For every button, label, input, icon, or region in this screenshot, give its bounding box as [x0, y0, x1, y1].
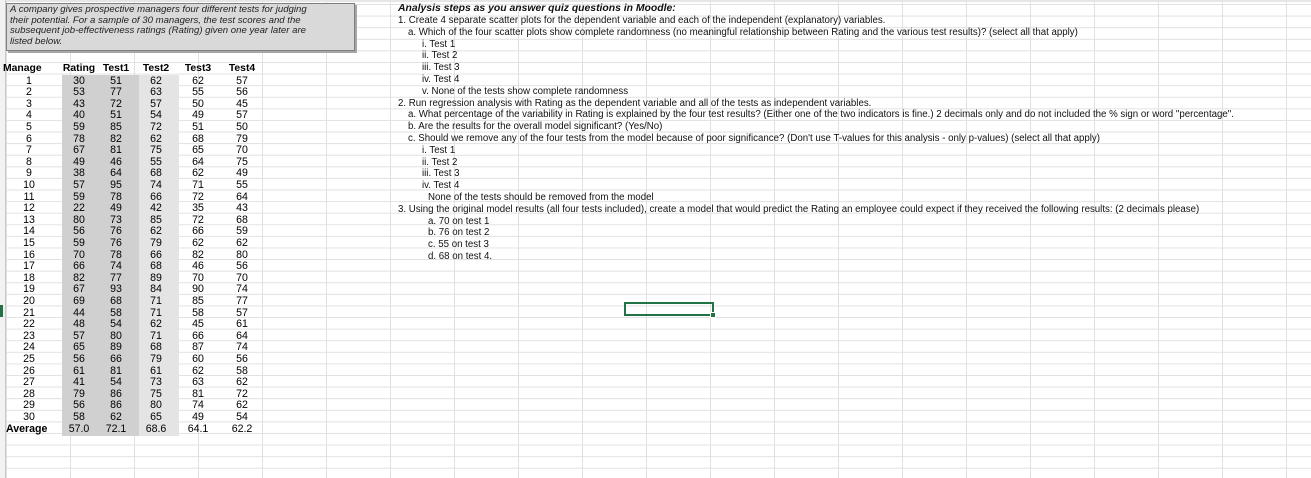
table-cell[interactable]: 72 — [236, 387, 248, 400]
table-cell[interactable]: 74 — [236, 341, 248, 354]
table-row — [6, 98, 276, 110]
table-cell[interactable]: 22 — [23, 318, 35, 331]
table-cell[interactable]: 82 — [110, 132, 122, 145]
table-cell[interactable]: 76 — [110, 237, 122, 249]
table-cell[interactable]: 70 — [73, 248, 85, 261]
table-cell[interactable]: 70 — [192, 271, 204, 284]
table-cell[interactable]: 59 — [236, 225, 248, 238]
table-cell[interactable]: 20 — [23, 295, 35, 307]
table-cell[interactable]: 85 — [150, 213, 162, 226]
table-cell[interactable]: 80 — [236, 248, 248, 261]
table-row — [6, 365, 276, 377]
table-cell[interactable]: 1 — [26, 74, 32, 87]
table-cell[interactable]: 54 — [110, 318, 122, 331]
table-cell[interactable]: 82 — [73, 271, 85, 284]
analysis-line: ii. Test 2 — [422, 50, 458, 62]
table-cell[interactable]: 3 — [26, 97, 32, 110]
table-cell[interactable]: 64 — [236, 329, 248, 342]
table-cell[interactable]: 45 — [192, 318, 204, 331]
table-cell[interactable]: 27 — [23, 376, 35, 389]
table-cell[interactable]: 80 — [73, 213, 85, 226]
table-cell[interactable]: 62 — [110, 411, 122, 423]
table-cell[interactable]: 59 — [73, 121, 85, 133]
intro-line: listed below. — [10, 35, 63, 47]
table-cell[interactable]: 59 — [73, 237, 85, 249]
table-cell[interactable]: 79 — [73, 387, 85, 400]
table-cell[interactable]: 68 — [150, 341, 162, 354]
table-cell[interactable]: 66 — [73, 260, 85, 273]
table-cell[interactable]: 62 — [192, 364, 204, 377]
table-cell[interactable]: 7 — [26, 144, 32, 157]
table-cell[interactable]: 59 — [73, 190, 85, 203]
table-cell[interactable]: 72.1 — [105, 422, 127, 435]
table-cell[interactable]: 51 — [110, 74, 122, 87]
table-cell[interactable]: 22 — [73, 202, 85, 215]
table-cell[interactable]: 61 — [150, 364, 162, 377]
table-cell[interactable]: 49 — [73, 155, 85, 168]
average-row — [6, 423, 276, 435]
table-cell[interactable]: 72 — [192, 213, 204, 226]
analysis-line: i. Test 1 — [422, 144, 456, 156]
table-cell[interactable]: 62 — [150, 318, 162, 331]
table-cell[interactable]: 49 — [192, 411, 204, 423]
table-cell[interactable]: 66 — [192, 225, 204, 238]
column-header[interactable]: Manage — [3, 63, 42, 74]
table-cell[interactable]: 87 — [192, 341, 204, 354]
table-cell[interactable]: 57 — [73, 329, 85, 342]
table-cell[interactable]: 58 — [236, 364, 248, 377]
table-cell[interactable]: 81 — [192, 387, 204, 400]
table-cell[interactable]: 66 — [110, 353, 122, 365]
table-cell[interactable]: 71 — [150, 306, 162, 319]
table-cell[interactable]: 86 — [110, 387, 122, 400]
table-cell[interactable]: 56 — [73, 353, 85, 365]
analysis-line: b. Are the results for the overall model significant? (Yes/No) — [408, 121, 663, 133]
table-cell[interactable]: 72 — [110, 97, 122, 110]
table-cell[interactable]: 68 — [236, 213, 248, 226]
table-cell[interactable]: 77 — [110, 271, 122, 284]
table-row — [6, 318, 276, 330]
table-cell[interactable]: 48 — [73, 318, 85, 331]
table-cell[interactable]: 45 — [236, 97, 248, 110]
table-cell[interactable]: 54 — [236, 411, 248, 423]
table-row — [6, 249, 276, 261]
table-cell[interactable]: 74 — [236, 283, 248, 296]
intro-line: their potential. For a sample of 30 managers, the test scores and the — [10, 14, 301, 26]
table-cell[interactable]: 70 — [236, 271, 248, 284]
table-row — [6, 156, 276, 168]
table-row — [6, 295, 276, 307]
table-cell[interactable]: 30 — [23, 411, 35, 423]
table-row — [6, 341, 276, 353]
table-cell[interactable]: 63 — [150, 86, 162, 99]
table-cell[interactable]: 25 — [23, 353, 35, 365]
table-cell[interactable]: 50 — [192, 97, 204, 110]
table-cell[interactable]: 54 — [150, 109, 162, 122]
table-cell[interactable]: 67 — [73, 144, 85, 157]
table-cell[interactable]: 16 — [23, 248, 35, 261]
table-cell[interactable]: 68 — [150, 260, 162, 273]
table-row — [6, 86, 276, 98]
table-cell[interactable]: 66 — [192, 329, 204, 342]
table-cell[interactable]: 75 — [236, 155, 248, 168]
table-cell[interactable]: 18 — [23, 271, 35, 284]
active-row-indicator — [0, 305, 3, 317]
table-row — [6, 411, 276, 423]
table-cell[interactable]: 62 — [236, 376, 248, 389]
table-cell[interactable]: 61 — [236, 318, 248, 331]
analysis-line: b. 76 on test 2 — [428, 227, 490, 239]
column-header[interactable]: Test1 — [102, 63, 130, 74]
table-cell[interactable]: 57 — [236, 109, 248, 122]
table-cell[interactable]: 15 — [23, 237, 35, 249]
table-cell[interactable]: 56 — [236, 353, 248, 365]
column-header[interactable]: Test4 — [228, 63, 256, 74]
table-cell[interactable]: 14 — [23, 225, 35, 238]
table-cell[interactable]: 10 — [23, 179, 35, 191]
table-cell[interactable]: 35 — [192, 202, 204, 215]
table-cell[interactable]: 38 — [73, 167, 85, 180]
table-row — [6, 399, 276, 411]
table-cell[interactable]: 42 — [150, 202, 162, 215]
table-row — [6, 388, 276, 400]
table-row — [6, 121, 276, 133]
table-cell[interactable]: 75 — [150, 144, 162, 157]
table-cell[interactable]: 78 — [110, 190, 122, 203]
table-cell[interactable]: 84 — [150, 283, 162, 296]
table-cell[interactable]: 57 — [236, 74, 248, 87]
analysis-line: ii. Test 2 — [422, 156, 458, 168]
intro-textbox[interactable] — [6, 3, 355, 51]
table-cell[interactable]: 66 — [150, 248, 162, 261]
table-cell[interactable]: 49 — [110, 202, 122, 215]
table-cell[interactable]: 73 — [110, 213, 122, 226]
table-cell[interactable]: 64 — [236, 190, 248, 203]
table-cell[interactable]: 50 — [236, 121, 248, 133]
table-cell[interactable]: 65 — [73, 341, 85, 354]
table-row — [6, 353, 276, 365]
table-cell[interactable]: 57 — [73, 179, 85, 191]
table-cell[interactable]: 51 — [192, 121, 204, 133]
table-cell[interactable]: 43 — [73, 97, 85, 110]
table-cell[interactable]: 4 — [26, 109, 32, 122]
analysis-line: a. 70 on test 1 — [428, 215, 490, 227]
table-cell[interactable]: 41 — [73, 376, 85, 389]
table-cell[interactable]: 46 — [192, 260, 204, 273]
table-cell[interactable]: 65 — [192, 144, 204, 157]
table-cell[interactable]: 65 — [150, 411, 162, 423]
table-row — [6, 307, 276, 319]
table-cell[interactable]: 82 — [192, 248, 204, 261]
table-cell[interactable]: 77 — [236, 295, 248, 307]
table-cell[interactable]: 49 — [192, 109, 204, 122]
table-cell[interactable]: 12 — [23, 202, 35, 215]
table-cell[interactable]: 2 — [26, 86, 32, 99]
analysis-line: iii. Test 3 — [422, 168, 460, 180]
table-cell[interactable]: 74 — [192, 399, 204, 412]
column-header[interactable]: Test3 — [184, 63, 212, 74]
table-cell[interactable]: 69 — [73, 295, 85, 307]
table-cell[interactable]: 74 — [150, 179, 162, 191]
table-cell[interactable]: 85 — [110, 121, 122, 133]
table-cell[interactable]: 76 — [110, 225, 122, 238]
table-cell[interactable]: 53 — [73, 86, 85, 99]
table-cell[interactable]: 62 — [150, 132, 162, 145]
table-cell[interactable]: 46 — [110, 155, 122, 168]
table-cell[interactable]: 40 — [73, 109, 85, 122]
analysis-line: a. Which of the four scatter plots show complete randomness (no meaningful relationship between Rating and the various test results)? (select all that apply) — [408, 26, 1078, 38]
table-cell[interactable]: 61 — [73, 364, 85, 377]
table-cell[interactable]: 28 — [23, 387, 35, 400]
analysis-title: Analysis steps as you answer quiz questions in Moodle: — [398, 3, 676, 14]
table-cell[interactable]: 68.6 — [145, 422, 167, 435]
table-cell[interactable]: 8 — [26, 155, 32, 168]
table-cell[interactable]: 56 — [73, 399, 85, 412]
table-cell[interactable]: 71 — [192, 179, 204, 191]
table-cell[interactable]: 70 — [236, 144, 248, 157]
analysis-line: 2. Run regression analysis with Rating as the dependent variable and all of the tests as independent variables. — [398, 97, 872, 109]
table-cell[interactable]: 67 — [73, 283, 85, 296]
column-header[interactable]: Rating — [62, 63, 96, 74]
table-row — [6, 330, 276, 342]
table-cell[interactable]: 58 — [110, 306, 122, 319]
table-cell[interactable]: 55 — [192, 86, 204, 99]
table-cell[interactable]: 23 — [23, 329, 35, 342]
table-cell[interactable]: 57 — [236, 306, 248, 319]
table-cell[interactable]: 11 — [23, 190, 35, 203]
table-cell[interactable]: 77 — [110, 86, 122, 99]
table-cell[interactable]: 54 — [110, 376, 122, 389]
table-cell[interactable]: 73 — [150, 376, 162, 389]
analysis-line: d. 68 on test 4. — [428, 251, 493, 262]
table-cell[interactable]: 29 — [23, 399, 35, 412]
table-cell[interactable]: 79 — [150, 237, 162, 249]
table-row — [6, 376, 276, 388]
table-cell[interactable]: 57 — [150, 97, 162, 110]
table-cell[interactable]: 51 — [110, 109, 122, 122]
analysis-line: iv. Test 4 — [422, 180, 460, 192]
table-cell[interactable]: 80 — [110, 329, 122, 342]
table-cell[interactable]: 78 — [73, 132, 85, 145]
table-cell[interactable]: 55 — [236, 179, 248, 191]
table-cell[interactable]: 71 — [150, 329, 162, 342]
table-cell[interactable]: Average — [6, 422, 48, 435]
table-cell[interactable]: 64 — [110, 167, 122, 180]
table-row — [6, 225, 276, 237]
table-cell[interactable]: 62 — [236, 399, 248, 412]
table-row — [6, 191, 276, 203]
table-cell[interactable]: 26 — [23, 364, 35, 377]
analysis-line: None of the tests should be removed from the model — [428, 192, 654, 203]
column-header[interactable]: Test2 — [142, 63, 170, 74]
table-cell[interactable]: 79 — [150, 353, 162, 365]
analysis-line: c. Should we remove any of the four tests from the model because of poor significance? (Don't use T-values for this analysis - only p-values) (select all that apply) — [408, 133, 1100, 144]
table-cell[interactable]: 62 — [150, 225, 162, 238]
analysis-line: a. What percentage of the variability in Rating is explained by the four test results? (Either one of the two indicators is fine.) 2 decimals only and do not included the % sign or word "percentage". — [408, 109, 1234, 121]
analysis-line: c. 55 on test 3 — [428, 239, 489, 251]
intro-line: A company gives prospective managers four different tests for judging — [10, 4, 307, 15]
table-cell[interactable]: 95 — [110, 179, 122, 191]
table-cell[interactable]: 9 — [26, 167, 32, 180]
table-row — [6, 237, 276, 249]
table-cell[interactable]: 56 — [236, 86, 248, 99]
table-cell[interactable]: 66 — [150, 190, 162, 203]
analysis-line: iii. Test 3 — [422, 62, 460, 74]
table-cell[interactable]: 81 — [110, 364, 122, 377]
table-cell[interactable]: 21 — [23, 306, 35, 319]
table-cell[interactable]: 5 — [26, 121, 32, 133]
table-cell[interactable]: 58 — [192, 306, 204, 319]
table-row — [6, 109, 276, 121]
table-row — [6, 272, 276, 284]
table-row — [6, 260, 276, 272]
table-cell[interactable]: 62 — [192, 237, 204, 249]
table-cell[interactable]: 43 — [236, 202, 248, 215]
table-cell[interactable]: 62 — [192, 74, 204, 87]
table-header-row — [3, 63, 276, 75]
table-cell[interactable]: 81 — [110, 144, 122, 157]
table-cell[interactable]: 63 — [192, 376, 204, 389]
table-cell[interactable]: 55 — [150, 155, 162, 168]
table-cell[interactable]: 75 — [150, 387, 162, 400]
table-row — [6, 214, 276, 226]
table-cell[interactable]: 19 — [23, 283, 35, 296]
table-cell[interactable]: 90 — [192, 283, 204, 296]
table-row — [6, 202, 276, 214]
table-cell[interactable]: 68 — [150, 167, 162, 180]
table-cell[interactable]: 13 — [23, 213, 35, 226]
analysis-line: i. Test 1 — [422, 38, 456, 50]
table-row — [6, 133, 276, 145]
table-cell[interactable]: 72 — [150, 121, 162, 133]
table-cell[interactable]: 58 — [73, 411, 85, 423]
table-cell[interactable]: 72 — [192, 190, 204, 203]
table-cell[interactable]: 89 — [150, 271, 162, 284]
table-cell[interactable]: 79 — [236, 132, 248, 145]
fill-handle[interactable] — [710, 312, 716, 318]
table-cell[interactable]: 78 — [110, 248, 122, 261]
analysis-line: iv. Test 4 — [422, 74, 460, 85]
selected-cell[interactable] — [624, 302, 714, 316]
table-cell[interactable]: 62 — [236, 237, 248, 249]
table-cell[interactable]: 62 — [192, 167, 204, 180]
table-cell[interactable]: 57.0 — [68, 422, 90, 435]
table-row — [6, 167, 276, 179]
table-cell[interactable]: 62.2 — [231, 422, 253, 435]
table-cell[interactable]: 60 — [192, 353, 204, 365]
table-cell[interactable]: 6 — [26, 132, 32, 145]
table-cell[interactable]: 49 — [236, 167, 248, 180]
table-cell[interactable]: 93 — [110, 283, 122, 296]
table-row — [6, 283, 276, 295]
table-cell[interactable]: 68 — [192, 132, 204, 145]
table-cell[interactable]: 71 — [150, 295, 162, 307]
table-cell[interactable]: 86 — [110, 399, 122, 412]
table-cell[interactable]: 30 — [73, 74, 85, 87]
table-cell[interactable]: 80 — [150, 399, 162, 412]
table-cell[interactable]: 56 — [236, 260, 248, 273]
table-cell[interactable]: 89 — [110, 341, 122, 354]
table-row — [6, 75, 276, 87]
table-row — [6, 144, 276, 156]
analysis-line: 1. Create 4 separate scatter plots for the dependent variable and each of the independent (explanatory) variables. — [398, 15, 886, 26]
intro-line: subsequent job-effectiveness ratings (Rating) given one year later are — [10, 25, 306, 37]
table-cell[interactable]: 44 — [73, 306, 85, 319]
formula-bar-edge — [0, 0, 1311, 2]
table-cell[interactable]: 74 — [110, 260, 122, 273]
table-cell[interactable]: 64.1 — [187, 422, 209, 435]
table-cell[interactable]: 62 — [150, 74, 162, 87]
analysis-line: 3. Using the original model results (all four tests included), create a model that would predict the Rating an employee could expect if they received the following results: (2 decimals please) — [398, 203, 1200, 215]
table-cell[interactable]: 56 — [73, 225, 85, 238]
analysis-line: v. None of the tests show complete randomness — [422, 85, 629, 97]
table-row — [6, 179, 276, 191]
table-cell[interactable]: 68 — [110, 295, 122, 307]
table-cell[interactable]: 64 — [192, 155, 204, 168]
table-cell[interactable]: 17 — [23, 260, 35, 273]
table-cell[interactable]: 85 — [192, 295, 204, 307]
table-cell[interactable]: 24 — [23, 341, 35, 354]
